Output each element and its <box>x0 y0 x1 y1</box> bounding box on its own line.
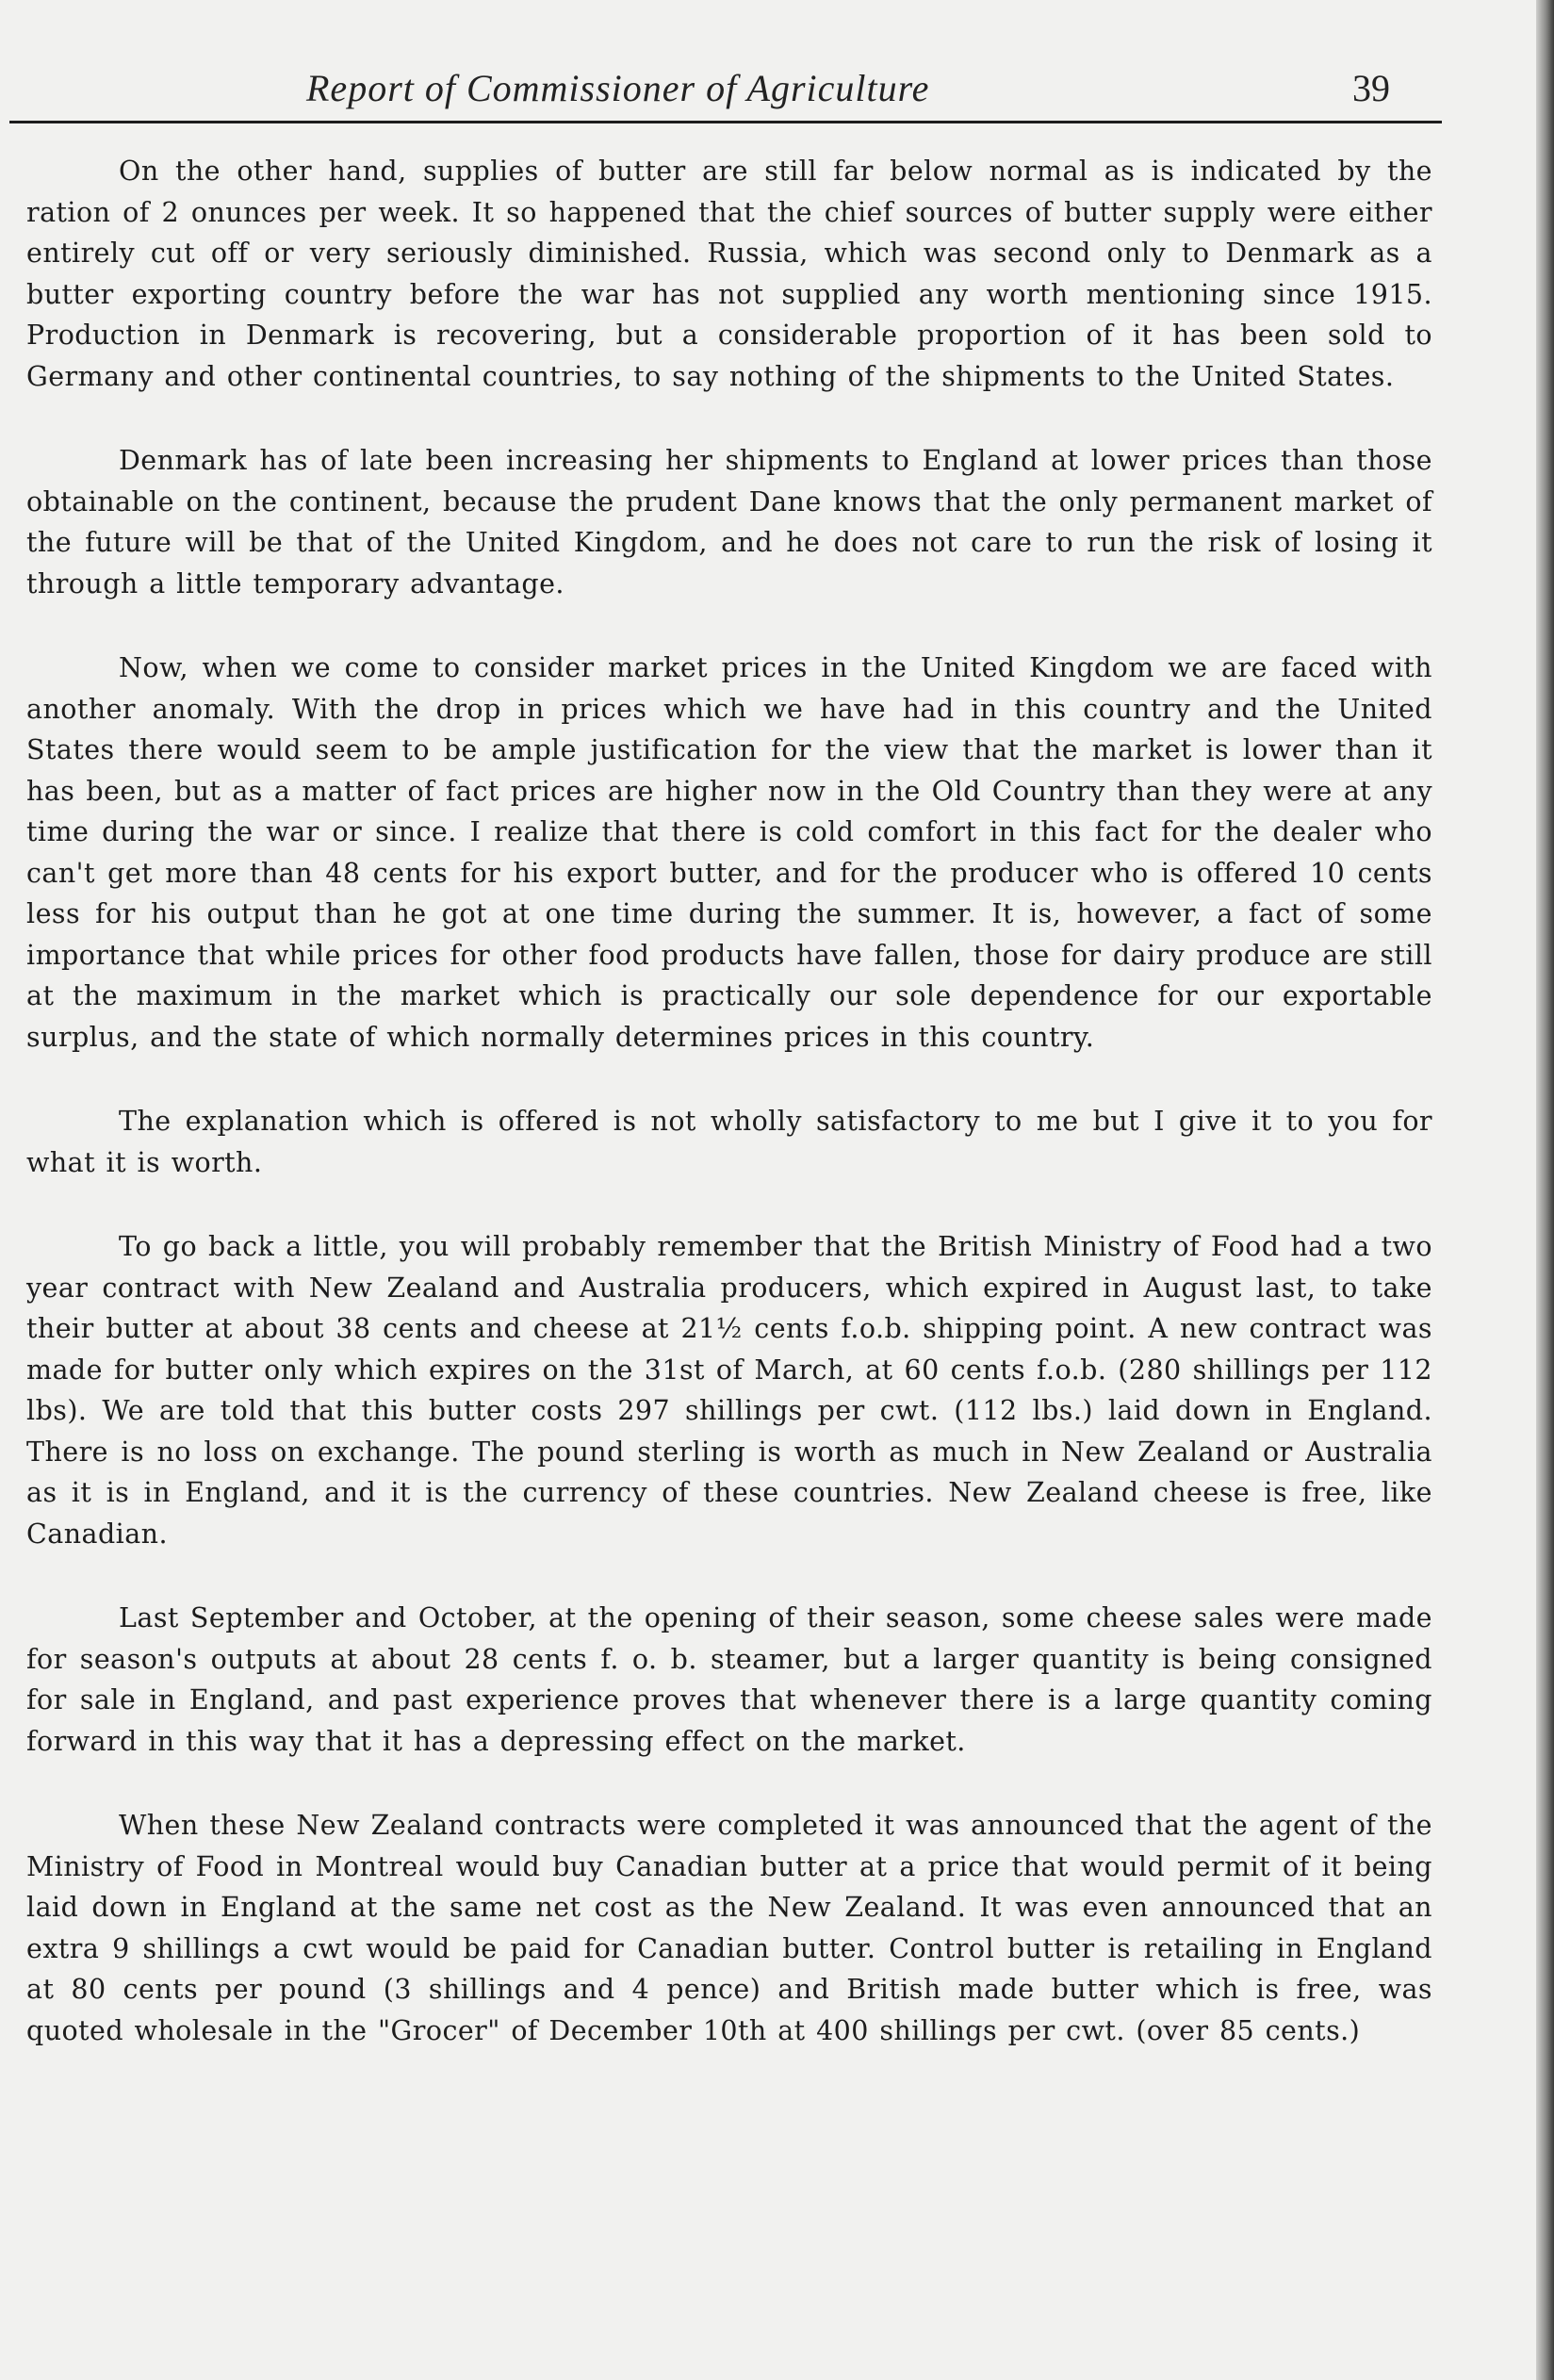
paragraph-denmark-shipments: Denmark has of late been increasing her shipments to England at lower prices than those obtainable on the continent, because the prudent Dane knows that the only permanent market of the future will be that of the United Kingdom, and he does not care to run the risk of losing it through a little temporary advantage. <box>26 445 1432 599</box>
paragraph-canadian-butter: When these New Zealand contracts were completed it was announced that the agent of the Ministry of Food in Montreal would buy Canadian butter at a price that would permit of it being laid down in England at the same net cost as the New Zealand. It was even announced that an extra 9 shillings a cwt would be paid for Canadian butter. Control butter is retailing in England at 80 cents per pound (3 shillings and 4 pence) and British made butter which is free, was quoted wholesale in the "Grocer" of December 10th at 400 shillings per cwt. (over 85 cents.) <box>26 1810 1432 2046</box>
page-edge-shadow <box>1536 0 1554 2380</box>
paragraph-cheese-sales: Last September and October, at the opening of their season, some cheese sales were made for season's outputs at about 28 cents f. o. b. steamer, but a larger quantity is being consigned for sale in England, and past experience proves that whenever there is a large quantity coming forward in this way that it has a depressing effect on the market. <box>26 1602 1432 1757</box>
body-text <box>26 151 1432 2094</box>
header-rule <box>9 121 1442 123</box>
running-title: Report of Commissioner of Agriculture <box>306 67 930 109</box>
page-number: 39 <box>1352 67 1390 109</box>
paragraph-butter-supply: On the other hand, supplies of butter are still far below normal as is indicated by the ration of 2 onunces per week. It so happened that the chief sources of butter supply were either entirely cut off or very seriously diminished. Russia, which was second only to Denmark as a butter exporting country before the war has not supplied any worth mentioning since 1915. Production in Denmark is recovering, but a considerable proportion of it has been sold to Germany and other continental countries, to say nothing of the shipments to the United States. <box>26 156 1432 392</box>
paragraph-ministry-contract: To go back a little, you will probably remember that the British Ministry of Food had a two year contract with New Zealand and Australia producers, which expired in August last, to take their butter at about 38 cents and cheese at 21½ cents f.o.b. shipping point. A new contract was made for butter only which expires on the 31st of March, at 60 cents f.o.b. (280 shillings per 112 lbs). We are told that this butter costs 297 shillings per cwt. (112 lbs.) laid down in England. There is no loss on exchange. The pound sterling is worth as much in New Zealand or Australia as it is in England, and it is the currency of these countries. New Zealand cheese is free, like Canadian. <box>26 1231 1432 1550</box>
paragraph-market-prices: Now, when we come to consider market prices in the United Kingdom we are faced with another anomaly. With the drop in prices which we have had in this country and the United States there would seem to be ample justification for the view that the market is lower than it has been, but as a matter of fact prices are higher now in the Old Country than they were at any time during the war or since. I realize that there is cold comfort in this fact for the dealer who can't get more than 48 cents for his export butter, and for the producer who is offered 10 cents less for his output than he got at one time during the summer. It is, however, a fact of some importance that while prices for other food products have fallen, those for dairy produce are still at the maximum in the market which is practically our sole dependence for our exportable surplus, and the state of which normally determines prices in this country. <box>26 652 1432 1053</box>
paragraph-explanation: The explanation which is offered is not wholly satisfactory to me but I give it to you for what it is worth. <box>26 1106 1432 1178</box>
